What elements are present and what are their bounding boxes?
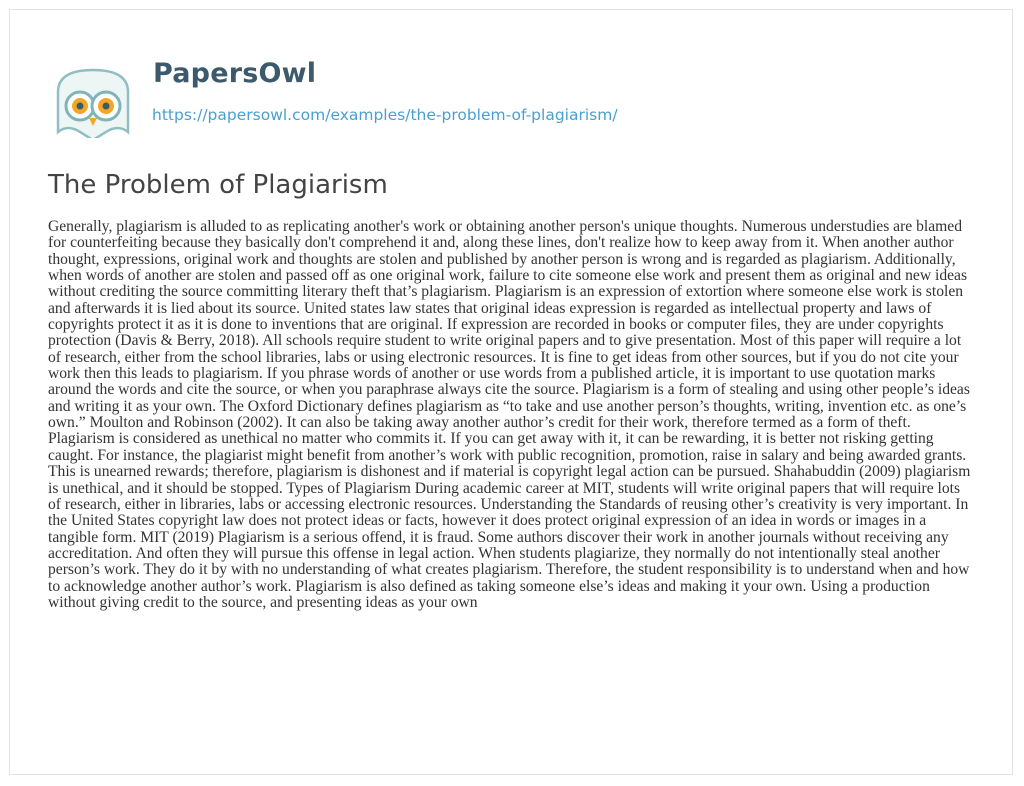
source-url-link[interactable]: https://papersowl.com/examples/the-problem-of-plagiarism/ [152,106,618,124]
brand-name: PapersOwl [153,58,317,89]
header [48,56,748,146]
owl-logo-icon [48,66,138,138]
document-body: Generally, plagiarism is alluded to as replicating another's work or obtaining another person's unique thoughts. Numerous understudies are blamed for counterfeiting because they basically don't comprehend it and, along these lines, don't realize how to keep away from it. When another author thought, expressions, original work and thoughts are stolen and published by another person is wrong and is regarded as plagiarism. Additionally, when words of another are stolen and passed off as one original work, failure to cite someone else work and present them as original and new ideas without crediting the source committing literary theft that’s plagiarism. Plagiarism is an expression of extortion where someone else work is stolen and afterwards it is lied about its source. United states law states that original ideas expression is regarded as intellectual property and laws of copyrights protect it as it is done to inventions that are original. If expression are recorded in books or computer files, they are under copyrights protection (Davis & Berry, 2018). All schools require student to write original papers and to give presentation. Most of this paper will require a lot of research, either from the school libraries, labs or using electronic resources. It is fine to get ideas from other sources, but if you do not cite your work then this leads to plagiarism. If you phrase words of another or use words from a published article, it is important to use quotation marks around the words and cite the source, or when you paraphrase always cite the source. Plagiarism is a form of stealing and using other people’s ideas and writing it as your own. The Oxford Dictionary defines plagiarism as “to take and use another person’s thoughts, writing, invention etc. as one’s own.” Moulton and Robinson (2002). It can also be taking away another author’s credit for their work, therefore termed as a form of theft. Plagiarism is considered as unethical no matter who commits it. If you can get away with it, it can be rewarding, it is better not risking getting caught. For instance, the plagiarist might benefit from another’s work with public recognition, promotion, raise in salary and being awarded grants. This is unearned rewards; therefore, plagiarism is dishonest and if material is copyright legal action can be pursued. Shahabuddin (2009) plagiarism is unethical, and it should be stopped. Types of Plagiarism During academic career at MIT, students will write original papers that will require lots of research, either in libraries, labs or accessing electronic resources. Understanding the Standards of reusing other’s creativity is very important. In the United States copyright law does not protect ideas or facts, however it does protect original expression of an idea in words or images in a tangible form. MIT (2019) Plagiarism is a serious offend, it is fraud. Some authors discover their work in another journals without receiving any accreditation. And often they will pursue this offense in legal action. When students plagiarize, they normally do not intentionally steal another person’s work. They do it by with no understanding of what creates plagiarism. Therefore, the student responsibility is to understand when and how to acknowledge another author’s work. Plagiarism is also defined as taking someone else’s ideas and making it your own. Using a production without giving credit to the source, and presenting ideas as your own [48,218,971,611]
document-title: The Problem of Plagiarism [48,170,388,200]
